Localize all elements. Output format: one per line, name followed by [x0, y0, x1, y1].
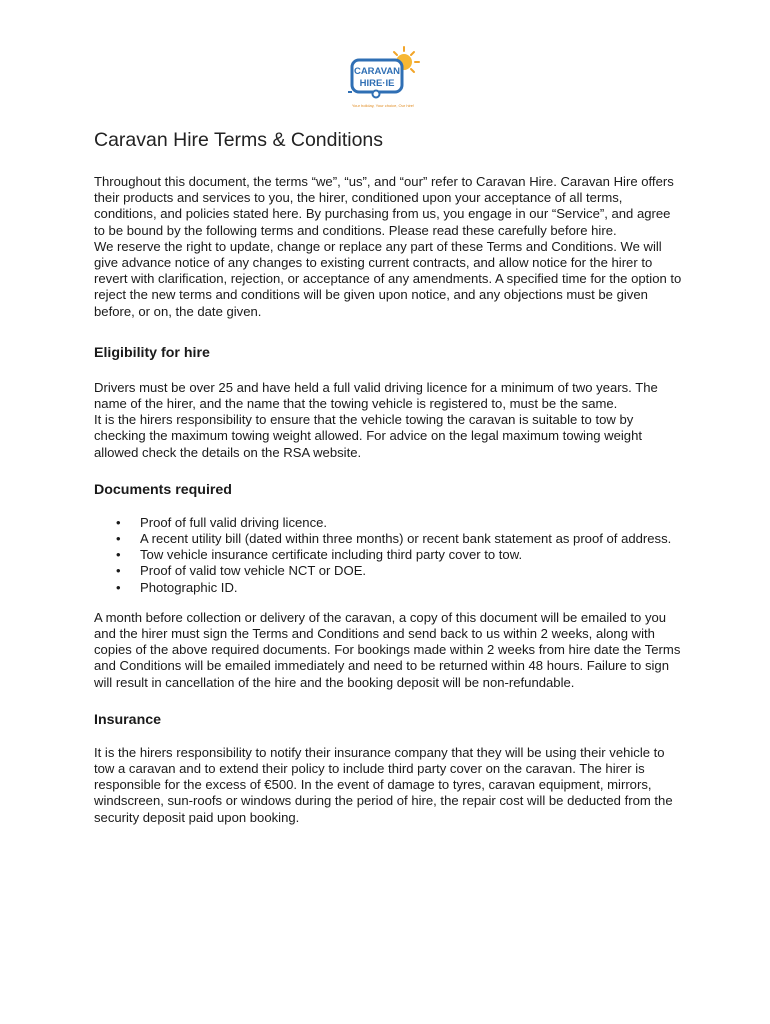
caravan-hire-logo-graphic — [346, 44, 426, 112]
documents-heading: Documents required — [94, 481, 232, 498]
bullet-icon: • — [116, 579, 121, 595]
bullet-icon: • — [116, 514, 121, 530]
bullet-icon: • — [116, 531, 121, 547]
list-item: • Tow vehicle insurance certificate including third party cover to tow. — [116, 547, 523, 563]
document-body — [94, 128, 684, 826]
bullet-icon: • — [116, 563, 121, 579]
logo-text-line2: HIRE·IE — [359, 78, 395, 89]
company-logo — [346, 44, 426, 112]
list-item: • A recent utility bill (dated within three months) or recent bank statement as proof of address. — [116, 531, 672, 547]
logo-text-line1: CARAVAN — [353, 66, 401, 77]
eligibility-paragraph-1: Drivers must be over 25 and have held a full valid driving licence for a minimum of two years. The name of the hirer, and the name that the towing vehicle is registered to, must be the same. — [94, 379, 658, 412]
documents-list — [94, 515, 684, 596]
documents-paragraph: A month before collection or delivery of the caravan, a copy of this document will be emailed to you and the hirer must sign the Terms and Conditions and send back to us within 2 weeks, along with copies of the above required documents. For bookings made within 2 weeks from hire date the Terms and Conditions will be emailed immediately and need to be returned within 48 hours. Failure to sign will result in cancellation of the hire and the booking deposit will be non-refundable. — [94, 609, 681, 690]
eligibility-heading: Eligibility for hire — [94, 344, 210, 361]
page-title: Caravan Hire Terms & Conditions — [94, 129, 384, 151]
intro-paragraph-2: We reserve the right to update, change or replace any part of these Terms and Conditions. We will give advance notice of any changes to existing current contracts, and allow notice for the hirer to revert with clarification, rejection, or acceptance of any amendments. A specified time for the option to reject the new terms and conditions will be given upon notice, and any objections must be given before, or on, the date given. — [94, 238, 682, 319]
insurance-heading: Insurance — [94, 711, 162, 728]
list-item: • Photographic ID. — [116, 579, 238, 595]
bullet-icon: • — [116, 547, 121, 563]
list-item: • Proof of full valid driving licence. — [116, 514, 328, 530]
intro-paragraph-1: Throughout this document, the terms “we”, “us”, and “our” refer to Caravan Hire. Caravan Hire offers their products and services to you, the hirer, conditioned upon your acceptance of all terms, conditions, and policies stated here. By purchasing from us, you engage in our “Service”, and agree to be bound by the following terms and conditions. Please read these carefully before hire. — [94, 174, 674, 238]
eligibility-paragraph-2: It is the hirers responsibility to ensure that the vehicle towing the caravan is suitable to tow by checking the maximum towing weight allowed. For advice on the legal maximum towing weight allowed check the details on the RSA website. — [94, 412, 643, 460]
insurance-paragraph: It is the hirers responsibility to notify their insurance company that they will be using their vehicle to tow a caravan and to extend their policy to include third party cover on the caravan. The hirer is responsible for the excess of €500. In the event of damage to tyres, caravan equipment, mirrors, windscreen, sun-roofs or windows during the period of hire, the repair cost will be deducted from the security deposit paid upon booking. — [94, 744, 673, 825]
logo-tagline: Your holiday, Your choice, Our hire! — [351, 103, 415, 108]
list-item: • Proof of valid tow vehicle NCT or DOE. — [116, 563, 367, 579]
